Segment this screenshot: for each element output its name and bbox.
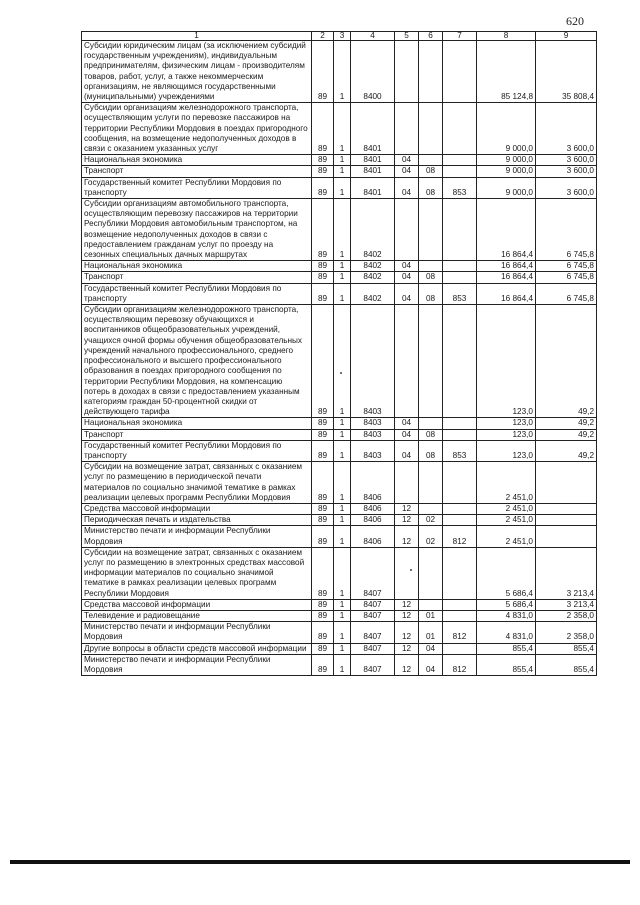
row-col6: 08 [419,440,443,461]
row-col5: 12 [395,515,419,526]
row-col5: 12 [395,622,419,643]
row-name: Субсидии на возмещение затрат, связанных с оказанием услуг по размещению в периодической печати материалов по социально значимой тематике в рамках реализации целевых программ Республики Мордовия [82,462,312,504]
row-col7: 812 [443,622,477,643]
row-col7 [443,41,477,103]
row-col3: 1 [334,515,351,526]
row-col2: 89 [312,526,334,547]
row-col6 [419,503,443,514]
table-row [82,305,597,418]
row-col4: 8401 [351,166,395,177]
row-col2: 89 [312,283,334,304]
row-col3: 1 [334,305,351,418]
scan-speck [340,372,342,374]
row-col2: 89 [312,440,334,461]
row-name: Министерство печати и информации Республики Мордовия [82,526,312,547]
row-amount-8: 2 451,0 [477,515,536,526]
column-header: 4 [351,32,395,41]
row-col2: 89 [312,599,334,610]
row-col7 [443,418,477,429]
table-row [82,515,597,526]
row-col2: 89 [312,622,334,643]
row-col3: 1 [334,199,351,261]
row-col7 [443,272,477,283]
row-amount-9 [536,503,597,514]
row-col5: 04 [395,283,419,304]
row-col5: 12 [395,599,419,610]
row-col5: 04 [395,418,419,429]
row-col4: 8407 [351,654,395,675]
row-col3: 1 [334,526,351,547]
row-col2: 89 [312,41,334,103]
row-amount-9: 3 600,0 [536,155,597,166]
row-col5 [395,547,419,599]
row-amount-8: 16 864,4 [477,261,536,272]
row-amount-9: 35 808,4 [536,41,597,103]
row-name: Субсидии организациям автомобильного транспорта, осуществляющим перевозку пассажиров на территории Республики Мордовия автомобильным транспортом, на возмещение недополученных доходов в связи с предоставлением гражданам услуг по проезду на сезонных специальных дачных маршрутах [82,199,312,261]
row-col5: 04 [395,155,419,166]
row-name: Средства массовой информации [82,503,312,514]
row-col7 [443,166,477,177]
row-amount-8: 9 000,0 [477,155,536,166]
row-name: Периодическая печать и издательства [82,515,312,526]
row-col5: 12 [395,526,419,547]
table-row [82,103,597,155]
row-col5: 04 [395,272,419,283]
row-col4: 8407 [351,599,395,610]
row-amount-8: 5 686,4 [477,599,536,610]
row-col6 [419,103,443,155]
row-name: Субсидии организациям железнодорожного транспорта, осуществляющим перевозку обучающихся и воспитанников общеобразовательных учреждений, учащихся очной формы обучения общеобразовательных учреждений начального профессионального, среднего профессионального и высшего профессионального образования в поездах пригородного сообщения по территории Республики Мордовия, на компенсацию потерь в доходах в связи с предоставлением указанным категориям граждан 50-процентной скидки от действующего тарифа [82,305,312,418]
row-col5: 04 [395,429,419,440]
row-col4: 8400 [351,41,395,103]
row-name: Средства массовой информации [82,599,312,610]
row-col5: 04 [395,166,419,177]
row-amount-8: 85 124,8 [477,41,536,103]
row-amount-9 [536,515,597,526]
table-row [82,272,597,283]
row-amount-9: 3 213,4 [536,547,597,599]
row-col5 [395,41,419,103]
row-col2: 89 [312,610,334,621]
row-col6: 02 [419,515,443,526]
row-col2: 89 [312,654,334,675]
row-name: Субсидии организациям железнодорожного транспорта, осуществляющим услуги по перевозке пассажиров на территории Республики Мордовия в поездах пригородного сообщения, на возмещение недополученных доходов в связи с оказанием указанных услуг [82,103,312,155]
row-col7: 853 [443,440,477,461]
row-col7: 853 [443,283,477,304]
row-col3: 1 [334,462,351,504]
row-col4: 8407 [351,547,395,599]
table-row [82,166,597,177]
row-col7 [443,503,477,514]
row-amount-9: 3 213,4 [536,599,597,610]
column-header: 5 [395,32,419,41]
row-amount-8: 4 831,0 [477,610,536,621]
row-col3: 1 [334,166,351,177]
row-col6: 08 [419,429,443,440]
row-col2: 89 [312,418,334,429]
row-amount-8: 9 000,0 [477,166,536,177]
column-header: 2 [312,32,334,41]
row-col4: 8407 [351,622,395,643]
row-col3: 1 [334,503,351,514]
row-col4: 8407 [351,610,395,621]
row-col5: 04 [395,261,419,272]
row-col3: 1 [334,283,351,304]
row-amount-9: 49,2 [536,429,597,440]
row-col7: 812 [443,526,477,547]
row-col7 [443,610,477,621]
row-name: Транспорт [82,429,312,440]
row-col2: 89 [312,503,334,514]
column-header: 6 [419,32,443,41]
row-col6: 08 [419,283,443,304]
row-col6 [419,418,443,429]
row-amount-9: 3 600,0 [536,103,597,155]
row-col2: 89 [312,103,334,155]
row-col6: 01 [419,610,443,621]
row-col6: 08 [419,177,443,198]
row-amount-9: 3 600,0 [536,177,597,198]
row-col3: 1 [334,155,351,166]
table-row [82,199,597,261]
row-col4: 8403 [351,429,395,440]
row-col5 [395,199,419,261]
table-row [82,283,597,304]
row-amount-9: 2 358,0 [536,622,597,643]
table-row [82,599,597,610]
row-col7 [443,462,477,504]
row-amount-9: 855,4 [536,654,597,675]
table-row [82,177,597,198]
column-header: 1 [82,32,312,41]
row-name: Министерство печати и информации Республики Мордовия [82,622,312,643]
row-col5 [395,103,419,155]
table-row [82,261,597,272]
row-col7 [443,103,477,155]
row-amount-9: 6 745,8 [536,261,597,272]
page-number: 620 [566,14,584,28]
row-col3: 1 [334,261,351,272]
row-col3: 1 [334,41,351,103]
row-amount-9: 6 745,8 [536,272,597,283]
row-amount-8: 123,0 [477,429,536,440]
row-col3: 1 [334,643,351,654]
column-header: 8 [477,32,536,41]
row-col3: 1 [334,177,351,198]
row-col5 [395,305,419,418]
table-row [82,462,597,504]
row-amount-8: 5 686,4 [477,547,536,599]
row-amount-9: 49,2 [536,305,597,418]
row-col2: 89 [312,643,334,654]
table-row [82,429,597,440]
row-col4: 8401 [351,155,395,166]
row-col3: 1 [334,418,351,429]
table-row [82,440,597,461]
row-amount-8: 2 451,0 [477,503,536,514]
table-row [82,654,597,675]
row-col6: 02 [419,526,443,547]
row-name: Министерство печати и информации Республики Мордовия [82,654,312,675]
row-name: Национальная экономика [82,418,312,429]
row-col4: 8403 [351,418,395,429]
row-amount-9: 6 745,8 [536,283,597,304]
row-col6 [419,155,443,166]
row-col3: 1 [334,610,351,621]
row-col3: 1 [334,547,351,599]
row-col6 [419,305,443,418]
row-col4: 8402 [351,261,395,272]
row-amount-9: 49,2 [536,418,597,429]
row-col3: 1 [334,440,351,461]
row-col4: 8402 [351,199,395,261]
row-col4: 8407 [351,643,395,654]
row-col2: 89 [312,166,334,177]
row-name: Государственный комитет Республики Мордовия по транспорту [82,177,312,198]
row-col6: 04 [419,654,443,675]
row-col5: 12 [395,503,419,514]
row-col4: 8406 [351,515,395,526]
row-amount-9: 3 600,0 [536,166,597,177]
row-col4: 8406 [351,526,395,547]
row-col3: 1 [334,599,351,610]
row-amount-8: 855,4 [477,643,536,654]
row-col3: 1 [334,272,351,283]
row-col7 [443,305,477,418]
row-col7 [443,515,477,526]
row-name: Другие вопросы в области средств массовой информации [82,643,312,654]
row-col6 [419,547,443,599]
row-amount-9 [536,462,597,504]
row-col2: 89 [312,272,334,283]
row-col4: 8403 [351,440,395,461]
row-col6: 08 [419,272,443,283]
row-amount-9: 855,4 [536,643,597,654]
row-col2: 89 [312,515,334,526]
row-name: Субсидии на возмещение затрат, связанных с оказанием услуг по размещению в электронных средствах массовой информации материалов по социально значимой тематике в рамках реализации целевых программ Республики Мордовия [82,547,312,599]
table-row [82,503,597,514]
row-name: Телевидение и радиовещание [82,610,312,621]
row-col2: 89 [312,199,334,261]
row-col5 [395,462,419,504]
row-amount-8: 2 451,0 [477,526,536,547]
row-amount-8: 123,0 [477,418,536,429]
row-amount-8: 9 000,0 [477,177,536,198]
row-col2: 89 [312,261,334,272]
column-header: 3 [334,32,351,41]
row-col6 [419,199,443,261]
table-row [82,610,597,621]
row-col3: 1 [334,622,351,643]
table-header-row [82,32,597,41]
column-header: 7 [443,32,477,41]
row-col5: 04 [395,177,419,198]
row-amount-8: 855,4 [477,654,536,675]
row-col7 [443,155,477,166]
table-row [82,155,597,166]
scan-speck [410,569,412,571]
row-name: Национальная экономика [82,155,312,166]
row-col6: 08 [419,166,443,177]
row-col3: 1 [334,429,351,440]
row-name: Транспорт [82,166,312,177]
row-amount-8: 123,0 [477,440,536,461]
row-amount-9: 6 745,8 [536,199,597,261]
table-row [82,547,597,599]
row-col6: 01 [419,622,443,643]
row-col2: 89 [312,547,334,599]
row-col4: 8402 [351,283,395,304]
row-name: Субсидии юридическим лицам (за исключением субсидий государственным учреждениям), индивидуальным предпринимателям, физическим лицам - производителям товаров, работ, услуг, а также некоммерческим организациям, не являющимся государственными (муниципальными) учреждениями [82,41,312,103]
row-col6 [419,462,443,504]
row-col4: 8401 [351,177,395,198]
row-col2: 89 [312,177,334,198]
page-bottom-rule [10,860,630,864]
table-row [82,622,597,643]
row-amount-8: 4 831,0 [477,622,536,643]
row-name: Государственный комитет Республики Мордовия по транспорту [82,283,312,304]
row-col6 [419,261,443,272]
budget-table [81,31,597,676]
row-amount-8: 9 000,0 [477,103,536,155]
row-col6 [419,41,443,103]
row-col6: 04 [419,643,443,654]
row-amount-9 [536,526,597,547]
row-col5: 12 [395,654,419,675]
row-col4: 8401 [351,103,395,155]
row-col4: 8403 [351,305,395,418]
row-col4: 8406 [351,462,395,504]
row-col5: 12 [395,643,419,654]
row-name: Национальная экономика [82,261,312,272]
row-amount-9: 2 358,0 [536,610,597,621]
row-col4: 8402 [351,272,395,283]
row-col7: 853 [443,177,477,198]
row-col7 [443,599,477,610]
table-row [82,418,597,429]
table-row [82,526,597,547]
row-col3: 1 [334,103,351,155]
row-col7 [443,199,477,261]
row-col2: 89 [312,462,334,504]
row-col2: 89 [312,305,334,418]
row-amount-8: 123,0 [477,305,536,418]
row-col7 [443,261,477,272]
row-col7 [443,547,477,599]
row-col5: 04 [395,440,419,461]
row-col6 [419,599,443,610]
row-amount-8: 16 864,4 [477,272,536,283]
table-row [82,643,597,654]
row-amount-9: 49,2 [536,440,597,461]
row-col4: 8406 [351,503,395,514]
column-header: 9 [536,32,597,41]
row-name: Транспорт [82,272,312,283]
row-name: Государственный комитет Республики Мордовия по транспорту [82,440,312,461]
row-col7: 812 [443,654,477,675]
row-col2: 89 [312,155,334,166]
row-amount-8: 16 864,4 [477,283,536,304]
row-col5: 12 [395,610,419,621]
table-row [82,41,597,103]
row-col3: 1 [334,654,351,675]
row-col7 [443,643,477,654]
row-col2: 89 [312,429,334,440]
row-col7 [443,429,477,440]
row-amount-8: 16 864,4 [477,199,536,261]
row-amount-8: 2 451,0 [477,462,536,504]
